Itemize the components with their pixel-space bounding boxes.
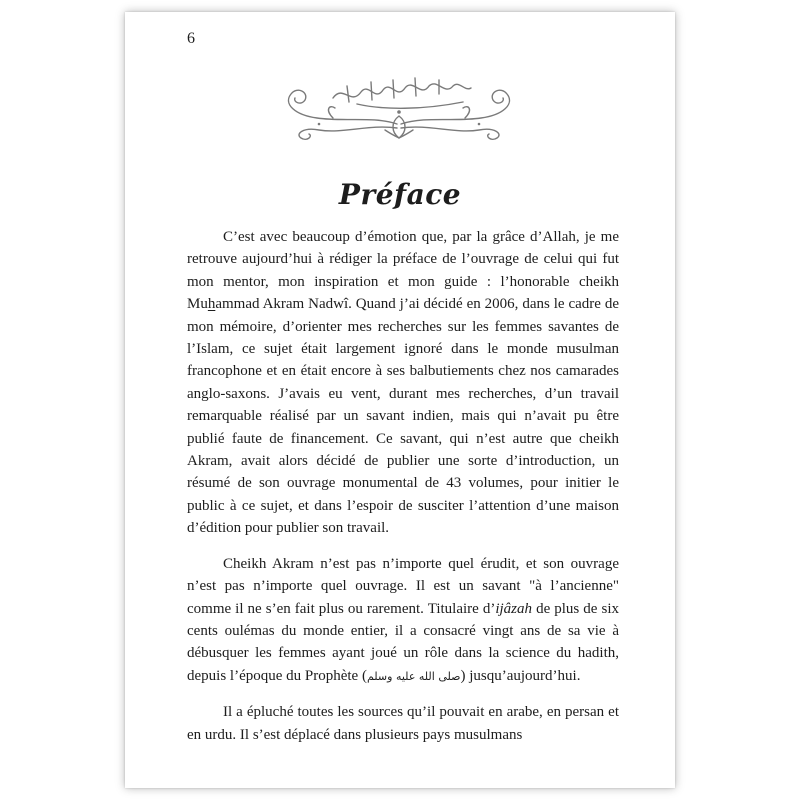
basmala-ornament xyxy=(273,64,525,146)
page-number: 6 xyxy=(187,30,195,47)
salat-symbol: صلى الله عليه وسلم xyxy=(366,669,461,683)
page-title: Préface xyxy=(338,178,462,211)
book-page xyxy=(125,12,675,788)
paragraph: Il a épluché toutes les sources qu’il pouvait en arabe, en persan et en urdu. Il s’est déplacé dans plusieurs pays musulmans xyxy=(187,704,619,743)
underlined-letter: h xyxy=(207,296,216,313)
paragraph: Cheikh Akram n’est pas n’importe quel érudit, et son ouvrage n’est pas n’importe quel ouvrage. Il est un savant "à l’ancienne" comme il ne s’en fait plus ou rarement. Titulaire d’ijâzah de plus de six cents oulémas du monde entier, il a consacré vingt ans de sa vie à débusquer les femmes ayant joué un rôle dans la science du hadith, depuis l’époque du Prophète (صلى الله عليه وسلم) jusqu’aujourd’hui. xyxy=(187,555,620,684)
italic-term: ijâzah xyxy=(495,600,533,617)
paragraph: C’est avec beaucoup d’émotion que, par la grâce d’Allah, je me retrouve aujourd’hui à rédiger la préface de l’ouvrage de celui qui fut mon mentor, mon inspiration et mon guide : l’honorable cheikh Muhammad Akram Nadwî. Quand j’ai décidé en 2006, dans le cadre de mon mémoire, d’orienter mes recherches sur les femmes savantes de l’Islam, ce sujet était largement ignoré dans le monde musulman francophone et en était encore à ses balbutiements chez nos camarades anglo-saxons. J’avais eu vent, durant mes recherches, d’un travail remarquable réalisé par un savant indien, mais qui n’avait pu être publié faute de financement. Ce savant, qui n’est autre que cheikh Akram, avait alors décidé de publier une sorte d’introduction, un résumé de son ouvrage monumental de 43 volumes, pour initier le public à ce sujet, et dans l’espoir de susciter l’attention d’une maison d’édition pour publier son travail. xyxy=(187,229,619,537)
body-text xyxy=(187,226,619,759)
